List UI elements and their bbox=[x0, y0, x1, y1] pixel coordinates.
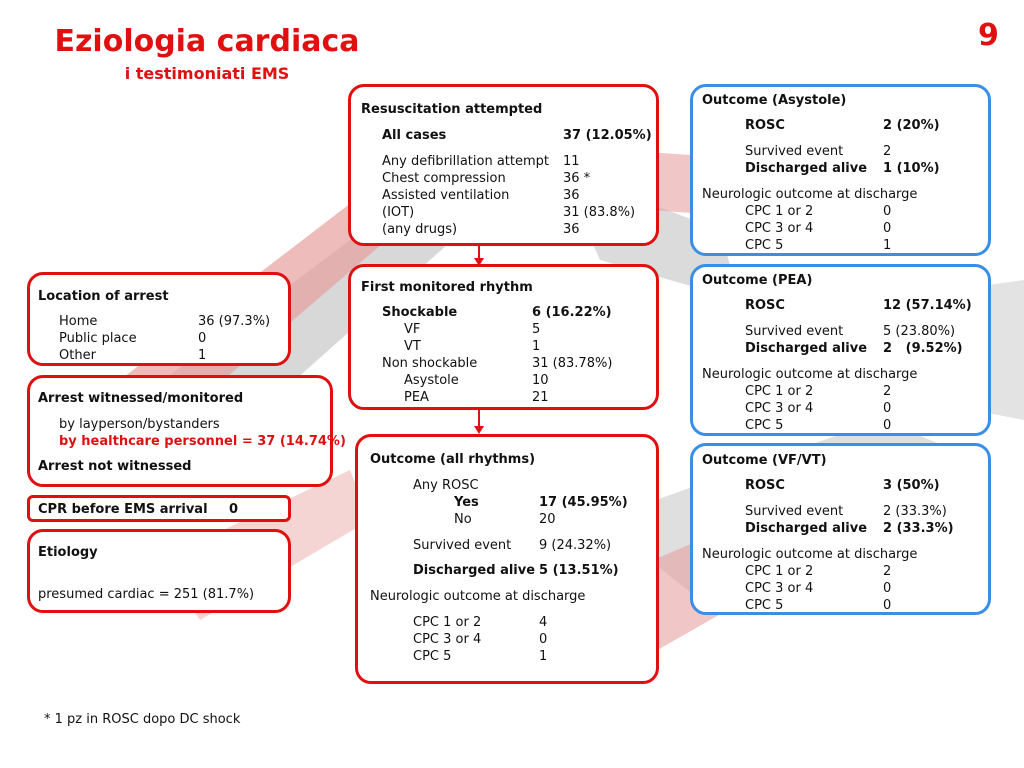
cpc-value: 0 bbox=[539, 632, 548, 647]
location-label-public: Public place bbox=[59, 331, 137, 346]
footnote: * 1 pz in ROSC dopo DC shock bbox=[44, 712, 241, 727]
pea-outcome-title: Outcome (PEA) bbox=[702, 273, 813, 288]
survived-value: 5 (23.80%) bbox=[883, 324, 956, 339]
arrest-witnessed-box bbox=[27, 375, 346, 487]
location-title: Location of arrest bbox=[38, 289, 169, 304]
vt-value: 1 bbox=[532, 339, 541, 354]
pea-value: 21 bbox=[532, 390, 549, 405]
shockable-label: Shockable bbox=[382, 305, 458, 320]
rosc-yes-label: Yes bbox=[454, 495, 479, 510]
survived-value: 2 bbox=[883, 144, 892, 159]
neuro-title: Neurologic outcome at discharge bbox=[702, 367, 918, 382]
cpc-label: CPC 5 bbox=[745, 418, 784, 433]
resus-row-value: 11 bbox=[563, 154, 580, 169]
cpc-label: CPC 5 bbox=[745, 598, 784, 613]
resus-row-label: Assisted ventilation bbox=[382, 188, 510, 203]
discharged-label: Discharged alive bbox=[745, 341, 868, 356]
cpc-value: 0 bbox=[883, 418, 892, 433]
cpc-label: CPC 3 or 4 bbox=[745, 581, 814, 596]
first-rhythm-box bbox=[348, 264, 659, 410]
cpc-label: CPC 5 bbox=[745, 238, 784, 253]
cpc-value: 0 bbox=[883, 221, 892, 236]
cpc-value: 1 bbox=[883, 238, 892, 253]
resus-row-value: 36 * bbox=[563, 171, 591, 186]
discharged-label: Discharged alive bbox=[413, 563, 536, 578]
not-witnessed-label: Arrest not witnessed bbox=[38, 459, 192, 474]
vf-label: VF bbox=[404, 322, 421, 337]
rosc-no-label: No bbox=[454, 512, 472, 527]
outcome-all-title: Outcome (all rhythms) bbox=[370, 452, 536, 467]
cpc-value: 4 bbox=[539, 615, 548, 630]
resus-row-value: 31 (83.8%) bbox=[563, 205, 636, 220]
outcome-pea-box bbox=[690, 264, 991, 436]
nonshockable-value: 31 (83.78%) bbox=[532, 356, 613, 371]
etiology-box bbox=[27, 529, 291, 613]
outcome-asystole-box bbox=[690, 84, 991, 256]
neuro-title: Neurologic outcome at discharge bbox=[370, 589, 586, 604]
cpc-value: 1 bbox=[539, 649, 548, 664]
down-arrow-icon bbox=[472, 244, 486, 268]
all-cases-value: 37 (12.05%) bbox=[563, 128, 652, 143]
down-arrow-icon bbox=[472, 408, 486, 436]
rosc-label: ROSC bbox=[745, 118, 785, 133]
resus-row-label: (IOT) bbox=[382, 205, 415, 220]
rosc-label: ROSC bbox=[745, 298, 785, 313]
neuro-title: Neurologic outcome at discharge bbox=[702, 547, 918, 562]
rhythm-title: First monitored rhythm bbox=[361, 280, 533, 295]
resuscitation-title: Resuscitation attempted bbox=[361, 102, 543, 117]
page-subtitle: i testimoniati EMS bbox=[124, 64, 290, 83]
rosc-value: 12 (57.14%) bbox=[883, 298, 972, 313]
discharged-value: 2 (9.52%) bbox=[883, 341, 963, 356]
survived-value: 9 (24.32%) bbox=[539, 538, 612, 553]
cpc-label: CPC 3 or 4 bbox=[745, 221, 814, 236]
survived-value: 2 (33.3%) bbox=[883, 504, 947, 519]
resus-row-value: 36 bbox=[563, 222, 580, 237]
resus-row-label: Chest compression bbox=[382, 171, 506, 186]
location-value-home: 36 (97.3%) bbox=[198, 314, 271, 329]
rosc-value: 2 (20%) bbox=[883, 118, 940, 133]
page-number: 9 bbox=[978, 18, 999, 53]
location-of-arrest-box bbox=[27, 272, 291, 366]
rosc-no-value: 20 bbox=[539, 512, 556, 527]
survived-label: Survived event bbox=[745, 504, 844, 519]
all-cases-label: All cases bbox=[382, 128, 447, 143]
rosc-value: 3 (50%) bbox=[883, 478, 940, 493]
discharged-label: Discharged alive bbox=[745, 161, 868, 176]
cpc-value: 2 bbox=[883, 384, 892, 399]
cpc-value: 0 bbox=[883, 581, 892, 596]
shockable-value: 6 (16.22%) bbox=[532, 305, 612, 320]
asystole-label: Asystole bbox=[404, 373, 459, 388]
cpr-label: CPR before EMS arrival bbox=[38, 502, 208, 517]
outcome-all-box bbox=[355, 434, 659, 684]
rosc-label: ROSC bbox=[745, 478, 785, 493]
cpc-label: CPC 1 or 2 bbox=[745, 384, 814, 399]
survived-label: Survived event bbox=[413, 538, 512, 553]
page-title: Eziologia cardiaca bbox=[54, 24, 360, 59]
discharged-label: Discharged alive bbox=[745, 521, 868, 536]
cpc-label: CPC 3 or 4 bbox=[745, 401, 814, 416]
cpc-value: 0 bbox=[883, 204, 892, 219]
cpc-label: CPC 1 or 2 bbox=[413, 615, 482, 630]
witnessed-title: Arrest witnessed/monitored bbox=[38, 391, 244, 406]
location-value-public: 0 bbox=[198, 331, 207, 346]
location-value-other: 1 bbox=[198, 348, 207, 363]
resus-row-label: (any drugs) bbox=[382, 222, 458, 237]
pea-label: PEA bbox=[404, 390, 429, 405]
cpr-value: 0 bbox=[229, 502, 239, 517]
location-label-other: Other bbox=[59, 348, 96, 363]
neuro-title: Neurologic outcome at discharge bbox=[702, 187, 918, 202]
cpc-value: 0 bbox=[883, 401, 892, 416]
asystole-outcome-title: Outcome (Asystole) bbox=[702, 93, 847, 108]
vt-label: VT bbox=[404, 339, 421, 354]
cpc-label: CPC 1 or 2 bbox=[745, 204, 814, 219]
outcome-vfvt-box bbox=[690, 443, 991, 615]
cpc-value: 2 bbox=[883, 564, 892, 579]
nonshockable-label: Non shockable bbox=[382, 356, 478, 371]
cpc-value: 0 bbox=[883, 598, 892, 613]
witnessed-bystanders: by layperson/bystanders bbox=[59, 417, 220, 432]
any-rosc-label: Any ROSC bbox=[413, 478, 479, 493]
witnessed-healthcare: by healthcare personnel = 37 (14.74%) bbox=[59, 434, 346, 449]
vf-value: 5 bbox=[532, 322, 541, 337]
survived-label: Survived event bbox=[745, 324, 844, 339]
cpc-label: CPC 5 bbox=[413, 649, 452, 664]
asystole-value: 10 bbox=[532, 373, 549, 388]
location-label-home: Home bbox=[59, 314, 98, 329]
discharged-value: 2 (33.3%) bbox=[883, 521, 954, 536]
etiology-title: Etiology bbox=[38, 545, 98, 560]
discharged-value: 5 (13.51%) bbox=[539, 563, 619, 578]
resuscitation-box bbox=[348, 84, 659, 246]
survived-label: Survived event bbox=[745, 144, 844, 159]
cpc-label: CPC 1 or 2 bbox=[745, 564, 814, 579]
vfvt-outcome-title: Outcome (VF/VT) bbox=[702, 453, 827, 468]
cpc-label: CPC 3 or 4 bbox=[413, 632, 482, 647]
resus-row-label: Any defibrillation attempt bbox=[382, 154, 550, 169]
discharged-value: 1 (10%) bbox=[883, 161, 940, 176]
etiology-text: presumed cardiac = 251 (81.7%) bbox=[38, 587, 255, 602]
cpr-before-ems-box bbox=[27, 495, 291, 522]
rosc-yes-value: 17 (45.95%) bbox=[539, 495, 628, 510]
resus-row-value: 36 bbox=[563, 188, 580, 203]
